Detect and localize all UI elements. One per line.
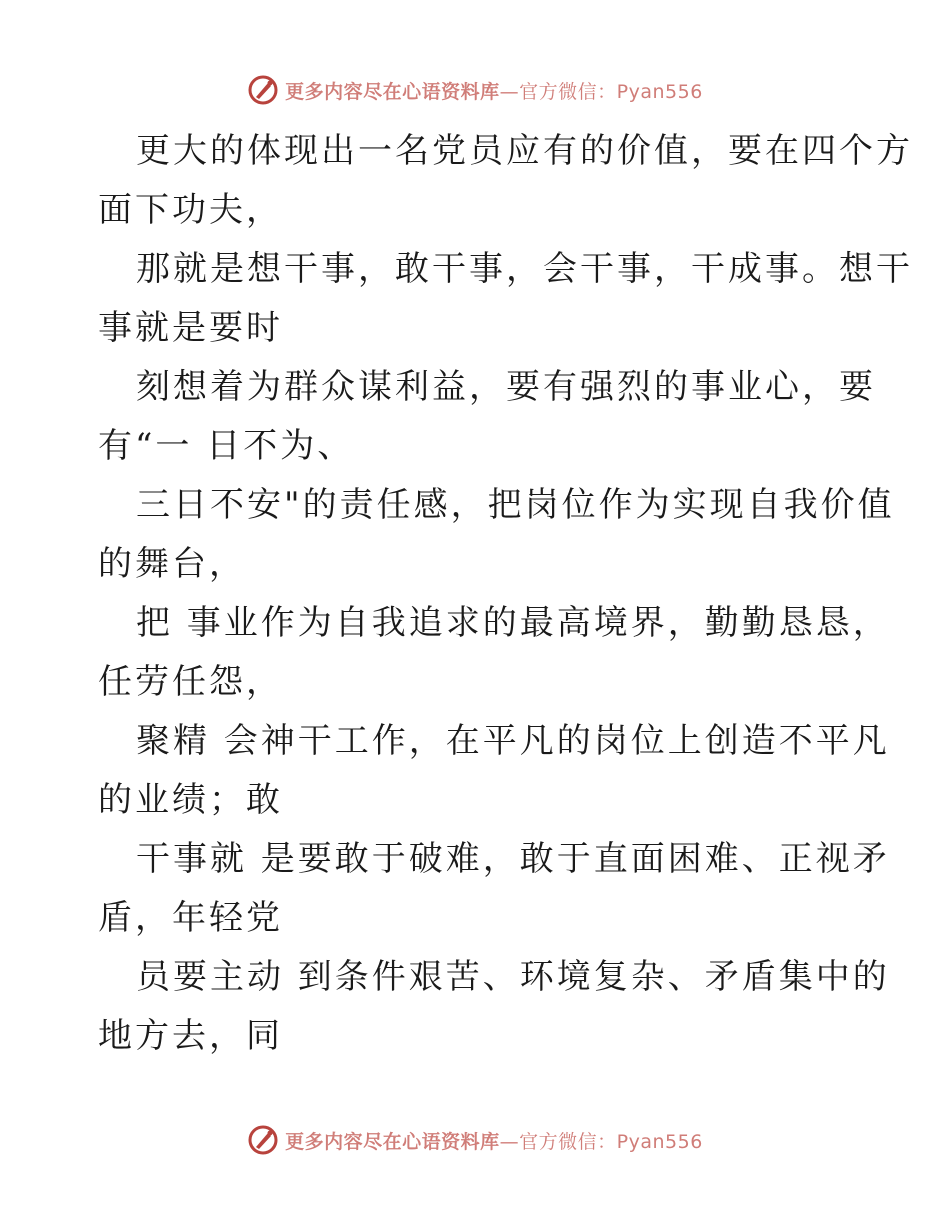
paragraph-line: 地方去，同 [98, 1016, 283, 1056]
paragraph [98, 594, 890, 712]
watermark-contact: 官方微信：Pyan556 [519, 80, 703, 103]
paragraph-line: 盾，年轻党 [98, 898, 283, 938]
paragraph-line: 刻想着为群众谋利益，要有强烈的事业心，要 [136, 367, 876, 407]
paragraph-line: 把 事业作为自我追求的最高境界，勤勤恳恳， [136, 603, 890, 643]
footer-watermark [0, 1120, 950, 1160]
document-body [98, 122, 913, 1066]
paragraph-line: 任劳任怨， [98, 662, 283, 702]
paragraph-line: 的舞台， [98, 544, 246, 584]
pen-logo-icon [247, 74, 279, 106]
paragraph-line: 三日不安"的责任感，把岗位作为实现自我价值 [136, 485, 895, 525]
paragraph-line: 更大的体现出一名党员应有的价值，要在四个方 [136, 131, 913, 171]
paragraph [98, 358, 876, 476]
paragraph [98, 830, 890, 948]
paragraph [98, 948, 890, 1066]
paragraph-line: 干事就 是要敢于破难，敢于直面困难、正视矛 [136, 839, 890, 879]
paragraph-line: 事就是要时 [98, 308, 283, 348]
paragraph [98, 712, 890, 830]
paragraph-line: 那就是想干事，敢干事，会干事，干成事。想干 [136, 249, 913, 289]
watermark-brand: 更多内容尽在心语资料库 [285, 80, 500, 103]
watermark-separator: — [499, 1130, 520, 1153]
paragraph-line: 面下功夫， [98, 190, 283, 230]
paragraph-line: 员要主动 到条件艰苦、环境复杂、矛盾集中的 [136, 957, 890, 997]
paragraph-line: 的业绩；敢 [98, 780, 283, 820]
paragraph [98, 476, 895, 594]
watermark-contact: 官方微信：Pyan556 [519, 1130, 703, 1153]
paragraph-line: 聚精 会神干工作，在平凡的岗位上创造不平凡 [136, 721, 890, 761]
header-watermark [0, 70, 950, 110]
watermark-brand: 更多内容尽在心语资料库 [285, 1130, 500, 1153]
watermark-separator: — [499, 80, 520, 103]
pen-logo-icon [247, 1124, 279, 1156]
paragraph-line: 有“一 日不为、 [98, 426, 355, 466]
paragraph [98, 240, 913, 358]
paragraph [98, 122, 913, 240]
